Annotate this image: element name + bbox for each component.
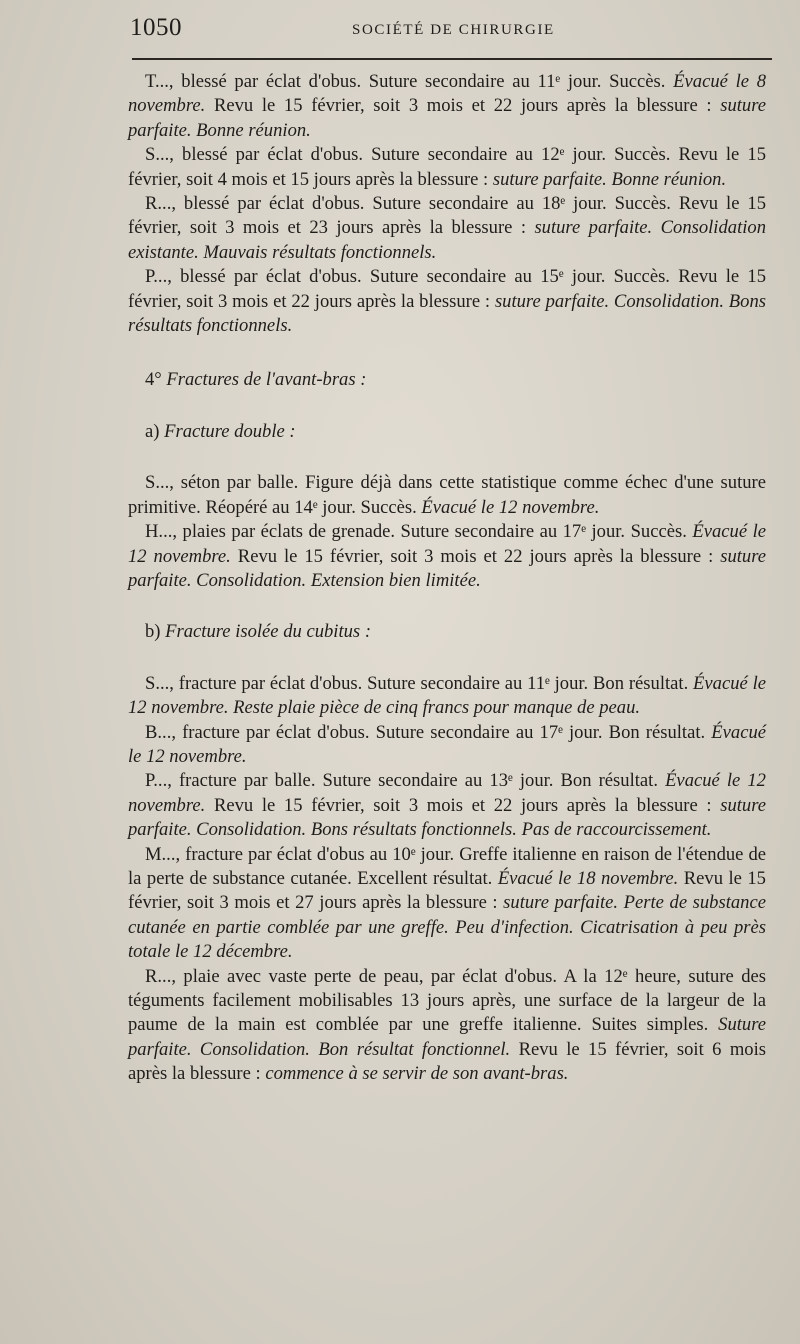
body-text [128, 70, 766, 1087]
subsection-heading: b) Fracture isolée du cubitus : [145, 621, 372, 643]
running-head: SOCIÉTÉ DE CHIRURGIE [352, 22, 555, 38]
case-paragraph: M..., fracture par éclat d'obus au 10ᵉ jour. Greffe italienne en raison de l'étendue de la perte de substance cutanée. Excellent résultat. Évacué le 18 novembre. Revu le 15 février, soit 3 mois et 27 jours après la blessure : suture parfaite. Perte de substance cutanée en partie comblée par une greffe. Peu d'infection. Cicatrisation à peu près totale le 12 décembre. [128, 843, 766, 963]
case-paragraph: S..., fracture par éclat d'obus. Suture secondaire au 11ᵉ jour. Bon résultat. Évacué le 12 novembre. Reste plaie pièce de cinq francs pour manque de peau. [128, 672, 766, 719]
page-header [0, 14, 800, 50]
subsection-heading: a) Fracture double : [145, 420, 296, 442]
case-paragraph: R..., blessé par éclat d'obus. Suture secondaire au 18ᵉ jour. Succès. Revu le 15 février, soit 3 mois et 23 jours après la blessure : suture parfaite. Consolidation existante. Mauvais résultats fonctionnels. [128, 193, 766, 263]
case-paragraph: S..., séton par balle. Figure déjà dans cette statistique comme échec d'une suture primitive. Réopéré au 14ᵉ jour. Succès. Évacué le 12 novembre. [128, 472, 766, 518]
case-paragraph: S..., blessé par éclat d'obus. Suture secondaire au 12ᵉ jour. Succès. Revu le 15 février, soit 4 mois et 15 jours après la blessure : suture parfaite. Bonne réunion. [128, 144, 766, 190]
section-heading: 4° Fractures de l'avant-bras : [145, 369, 367, 391]
case-paragraph: H..., plaies par éclats de grenade. Suture secondaire au 17ᵉ jour. Succès. Évacué le 12 novembre. Revu le 15 février, soit 3 mois et 22 jours après la blessure : suture parfaite. Consolidation. Extension bien limitée. [128, 521, 767, 591]
header-rule [132, 58, 772, 60]
case-paragraph: B..., fracture par éclat d'obus. Suture secondaire au 17ᵉ jour. Bon résultat. Évacué le 12 novembre. [128, 721, 766, 767]
case-paragraph: P..., blessé par éclat d'obus. Suture secondaire au 15ᵉ jour. Succès. Revu le 15 février, soit 3 mois et 22 jours après la blessure : suture parfaite. Consolidation. Bons résultats fonctionnels. [128, 266, 766, 337]
page-number: 1050 [130, 14, 182, 41]
case-paragraph: P..., fracture par balle. Suture secondaire au 13ᵉ jour. Bon résultat. Évacué le 12 novembre. Revu le 15 février, soit 3 mois et 22 jours après la blessure : suture parfaite. Consolidation. Bons résultats fonctionnels. Pas de raccourcissement. [128, 770, 766, 841]
case-paragraph: T..., blessé par éclat d'obus. Suture secondaire au 11ᵉ jour. Succès. Évacué le 8 novembre. Revu le 15 février, soit 3 mois et 22 jours après la blessure : suture parfaite. Bonne réunion. [128, 71, 766, 141]
case-paragraph: R..., plaie avec vaste perte de peau, par éclat d'obus. A la 12ᵉ heure, suture des téguments facilement mobilisables 13 jours après, une surface de la largeur de la paume de la main est comblée par une greffe italienne. Suites simples. Suture parfaite. Consolidation. Bon résultat fonctionnel. Revu le 15 février, soit 6 mois après la blessure : commence à se servir de son avant-bras. [128, 965, 766, 1085]
